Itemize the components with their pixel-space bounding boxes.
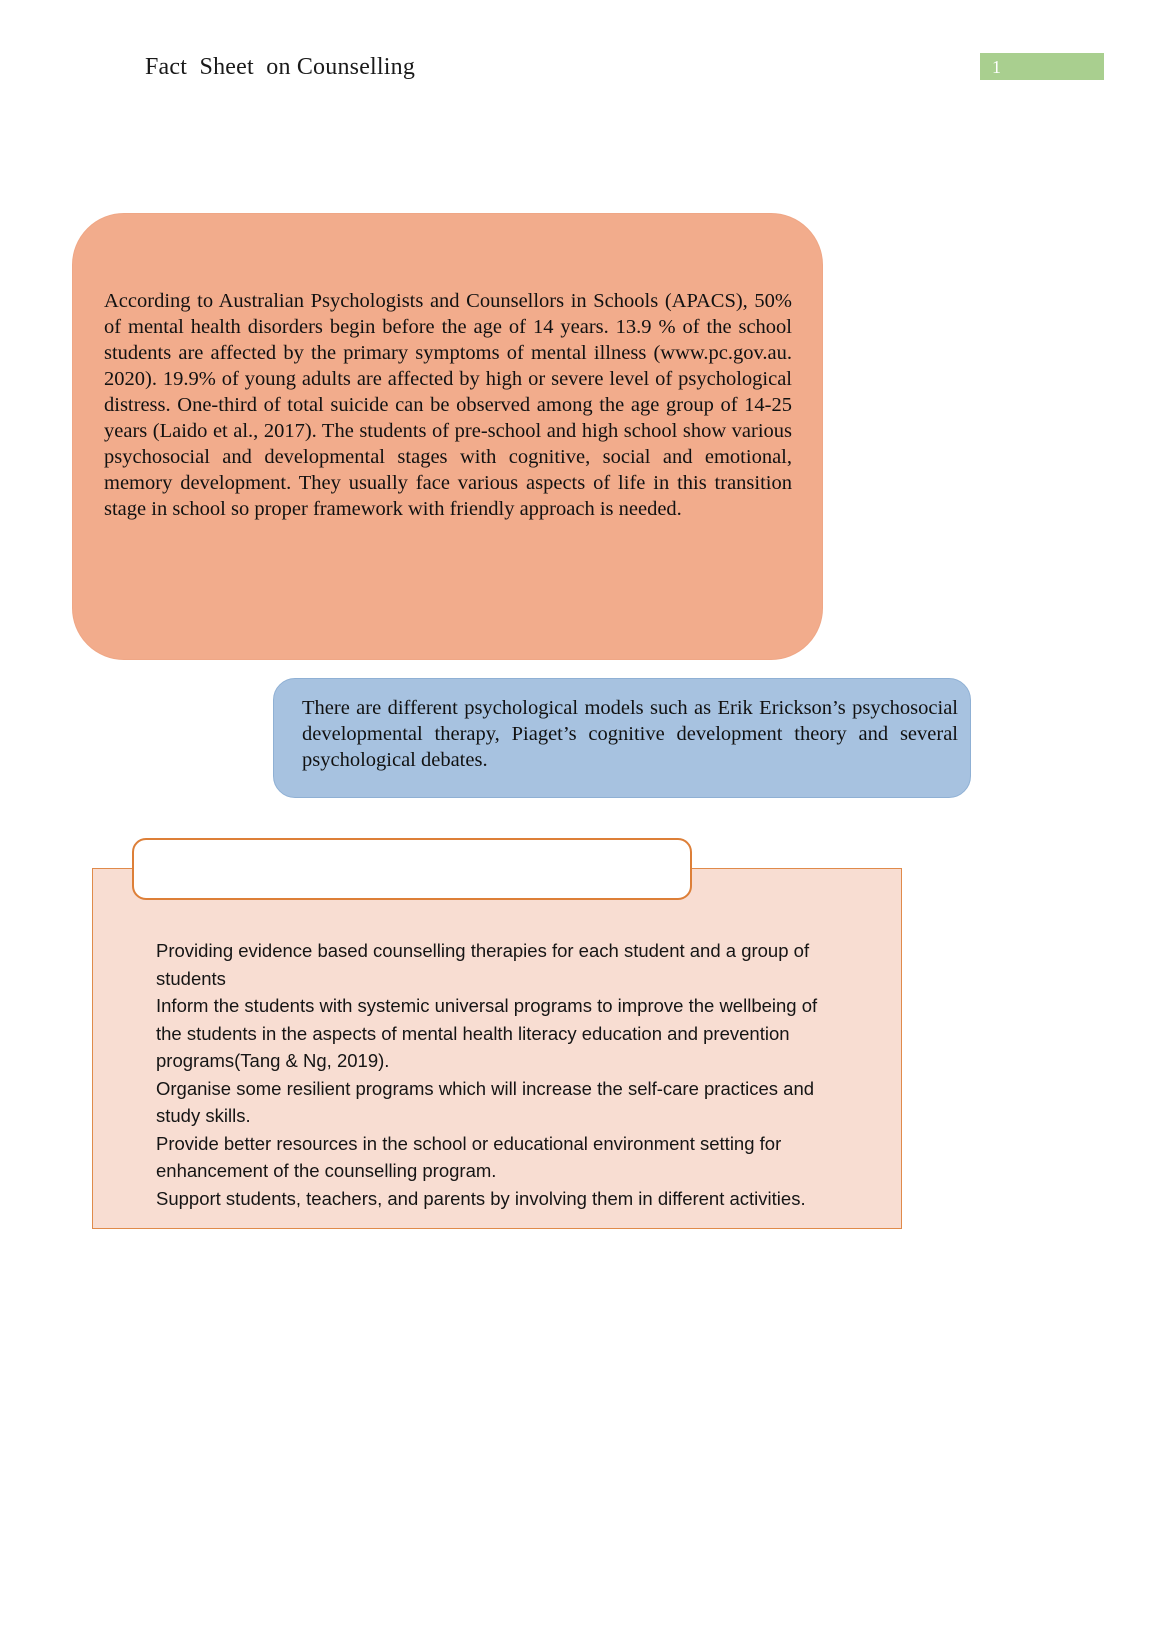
recommendations-title-banner xyxy=(132,838,692,900)
recommendations-card xyxy=(92,868,902,1229)
list-item: Inform the students with systemic universal programs to improve the wellbeing of the students in the aspects of mental health literacy education and prevention programs(Tang & Ng, 2019). xyxy=(156,995,818,1071)
statistics-card xyxy=(72,213,823,660)
list-item: Organise some resilient programs which will increase the self-care practices and study skills. xyxy=(156,1077,815,1126)
list-item: Support students, teachers, and parents by involving them in different activities. xyxy=(156,1187,806,1209)
page-number-badge xyxy=(980,53,1104,80)
psychological-models-text: There are different psychological models such as Erik Erickson’s psychosocial developmental therapy, Piaget’s cognitive development theory and several psychological debates. xyxy=(302,697,958,771)
list-item: Providing evidence based counselling therapies for each student and a group of students xyxy=(156,940,810,989)
psychological-models-card xyxy=(273,678,971,798)
list-item: Provide better resources in the school or educational environment setting for enhancement of the counselling program. xyxy=(156,1132,782,1181)
page-number-value: 1 xyxy=(992,57,1001,77)
recommendations-list xyxy=(156,937,846,1212)
page-header-title: Fact Sheet on Counselling xyxy=(145,54,416,80)
statistics-card-text: According to Australian Psychologists and Counsellors in Schools (APACS), 50% of mental health disorders begin before the age of 14 years. 13.9 % of the school students are affected by the primary symptoms of mental illness (www.pc.gov.au. 2020). 19.9% of young adults are affected by high or severe level of psychological distress. One-third of total suicide can be observed among the age group of 14-25 years (Laido et al., 2017). The students of pre-school and high school show various psychosocial and developmental stages with cognitive, social and emotional, memory development. They usually face various aspects of life in this transition stage in school so proper framework with friendly approach is needed. xyxy=(104,290,792,520)
